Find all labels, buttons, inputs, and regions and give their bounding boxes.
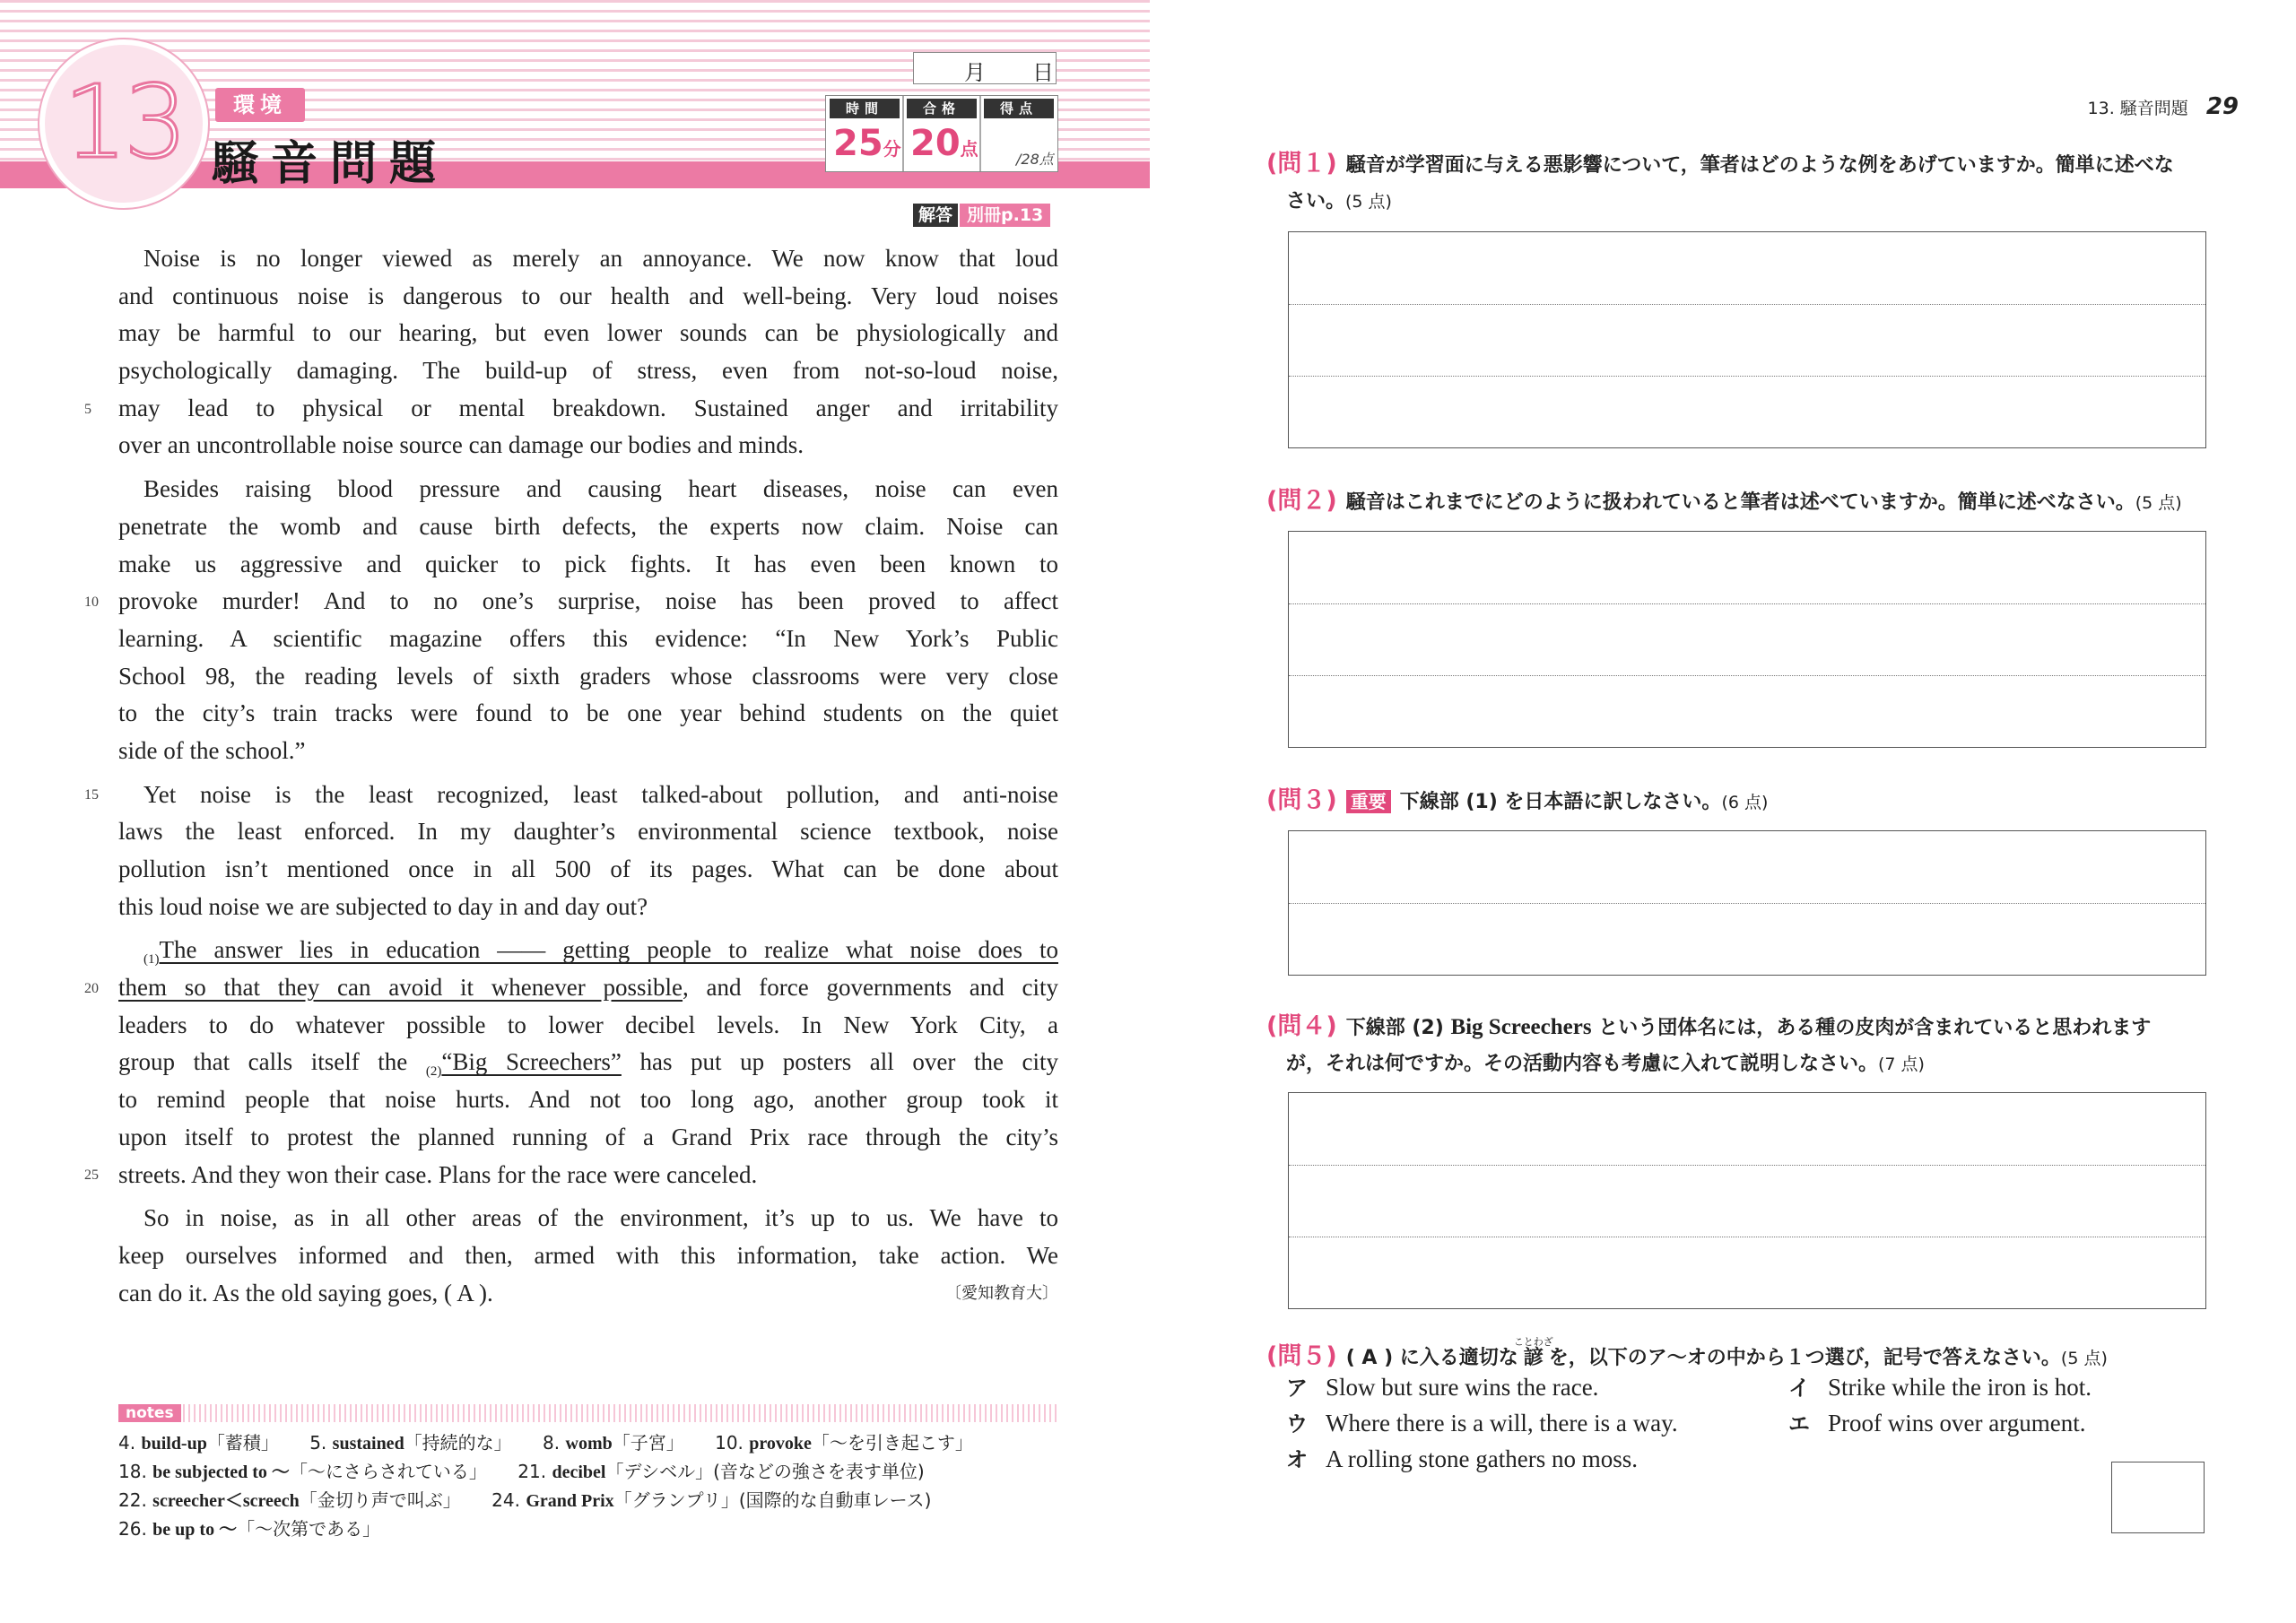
line-number: 15	[84, 786, 99, 803]
score-table	[825, 95, 1058, 172]
notes-label: notes	[118, 1404, 181, 1422]
passage-line: laws the least enforced. In my daughter’s environmental science textbook, noise	[118, 818, 1058, 846]
score-total: /28点	[1016, 151, 1054, 168]
passage-line: Yet noise is the least recognized, least talked-about pollution, and anti-noise	[144, 780, 1058, 808]
notes-row: 4. build-up「蓄積」 5. sustained「持続的な」 8. womb「子宮」 10. provoke「～を引き起こす」	[118, 1432, 973, 1454]
important-badge: 重要	[1346, 790, 1391, 813]
notes-row: 26. be up to ～「～次第である」	[118, 1518, 381, 1540]
choice-e: エ Proof wins over argument.	[1788, 1410, 2086, 1436]
passage-line: group that calls itself the $_{(2)}$“Big Screechers” has put up posters all over the city	[118, 1048, 1058, 1080]
passage-line: penetrate the womb and cause birth defects, the experts now claim. Noise can	[118, 512, 1058, 540]
passage-line: may lead to physical or mental breakdown. Sustained anger and irritability	[118, 394, 1058, 421]
passage-line: provoke murder! And to no one’s surprise, noise has been proved to affect	[118, 587, 1058, 615]
paragraph-2	[84, 471, 1058, 770]
question-4: (問４) 下線部 (2) Big Screechers という団体名には，ある種の皮肉が含まれていると思われます が，それは何ですか。その活動内容も考慮に入れて説明しなさい。(7 点)	[1266, 1012, 2152, 1075]
pass-label: 合格	[907, 99, 977, 118]
category-tag: 環境	[215, 88, 305, 122]
passage-line	[118, 932, 1058, 969]
question-1: (問１) 騒音が学習面に与える悪影響について，筆者はどのような例をあげていますか。簡単に述べな さい。(5 点)	[1266, 150, 2174, 213]
unit-number: 13	[63, 65, 185, 181]
answer-box-4[interactable]	[1288, 1092, 2206, 1309]
question-2: (問２) 騒音はこれまでにどのように扱われていると筆者は述べていますか。簡単に述べなさい。(5 点)	[1266, 487, 2182, 515]
passage-line: keep ourselves informed and then, armed with this information, take action. We	[118, 1241, 1058, 1269]
right-page	[1150, 0, 2296, 1623]
line-number: 20	[84, 981, 99, 997]
choice-o: オ A rolling stone gathers no moss.	[1286, 1445, 1638, 1472]
notes-row: 22. screecher＜screech「金切り声で叫ぶ」 24. Grand Prix「グランプリ」(国際的な自動車レース)	[118, 1489, 932, 1511]
vocab-notes	[118, 1429, 973, 1544]
time-value: 25分	[833, 123, 901, 164]
answer-reference	[913, 204, 1050, 227]
running-head: 13. 騒音問題 29	[2087, 93, 2239, 120]
paragraph-3	[84, 777, 1058, 926]
passage-line: to the city’s train tracks were found to be one year behind students on the quiet	[118, 699, 1058, 727]
passage-line: So in noise, as in all other areas of the environment, it’s up to us. We have to	[144, 1204, 1058, 1232]
underline-mark-2: (2)	[425, 1064, 442, 1080]
line-number: 25	[84, 1167, 99, 1184]
passage-line: School 98, the reading levels of sixth graders whose classrooms were very close	[118, 662, 1058, 690]
passage-line: Besides raising blood pressure and causing heart diseases, noise can even	[144, 475, 1058, 503]
answer-label: 解答	[913, 204, 958, 227]
question-5: (問５) ( A ) に入る適切な諺ことわざを，以下のア～オの中から１つ選び，記号で答えなさい。(5 点)	[1266, 1336, 2108, 1370]
passage-line: pollution isn’t mentioned once in all 500 of its pages. What can be done about	[118, 855, 1058, 882]
answer-box-5[interactable]	[2111, 1462, 2205, 1533]
passage-line: psychologically damaging. The build-up of stress, even from not-so-loud noise,	[118, 357, 1058, 385]
time-label: 時間	[830, 99, 900, 118]
passage-line: can do it. As the old saying goes, ( A ). 〔愛知教育大〕	[118, 1275, 1058, 1313]
passage-line: to remind people that noise hurts. And not too long ago, another group took it	[118, 1086, 1058, 1114]
choice-u: ウ Where there is a will, there is a way.	[1286, 1410, 1678, 1436]
passage-line: Noise is no longer viewed as merely an annoyance. We now know that loud	[144, 245, 1058, 272]
answer-box-3[interactable]	[1288, 830, 2206, 976]
underlined-part-1: The answer lies in education —— getting people to realize what noise does to	[159, 936, 1058, 964]
answer-page-ref: 別冊p.13	[960, 204, 1050, 227]
source-citation: 〔愛知教育大〕	[945, 1283, 1058, 1302]
passage-line: over an uncontrollable noise source can damage our bodies and minds.	[118, 431, 804, 459]
date-field[interactable]	[913, 52, 1057, 84]
passage-line: streets. And they won their case. Plans for the race were canceled.	[118, 1160, 758, 1188]
unit-number-badge	[39, 39, 208, 208]
answer-box-1[interactable]	[1288, 231, 2206, 448]
passage-line: side of the school.”	[118, 736, 306, 764]
pass-value: 20点	[910, 123, 978, 164]
underline-mark-1: (1)	[144, 952, 160, 968]
month-label: 月	[964, 60, 986, 85]
passage-line: make us aggressive and quicker to pick fights. It has even been known to	[118, 550, 1058, 577]
score-label: 得点	[984, 99, 1054, 118]
passage-line: them so that they can avoid it whenever possible, and force governments and city	[118, 974, 1059, 1002]
paragraph-5	[118, 1200, 1058, 1312]
underlined-part-2: “Big Screechers”	[441, 1048, 622, 1076]
question-3: (問３) 重要 下線部 (1) を日本語に訳しなさい。(6 点)	[1266, 786, 1769, 814]
line-number: 10	[84, 595, 99, 611]
choice-i: イ Strike while the iron is hot.	[1788, 1374, 2092, 1401]
day-label: 日	[1032, 60, 1054, 85]
answer-box-2[interactable]	[1288, 531, 2206, 748]
choice-a: ア Slow but sure wins the race.	[1286, 1374, 1599, 1401]
reading-passage	[84, 240, 1059, 1318]
notes-row: 18. be subjected to ～「～にさらされている」 21. decibel「デシベル」(音などの強さを表す単位)	[118, 1461, 925, 1482]
line-number: 5	[84, 402, 91, 417]
page-title: 騒音問題	[212, 137, 449, 191]
passage-line: may be harmful to our hearing, but even lower sounds can be physiologically and	[118, 319, 1058, 347]
passage-line: learning. A scientific magazine offers this evidence: “In New York’s Public	[118, 624, 1058, 652]
underlined-part-1-cont: them so that they can avoid it whenever possible	[118, 974, 683, 1002]
passage-line: leaders to do whatever possible to lower decibel levels. In New York City, a	[118, 1011, 1058, 1038]
passage-line: and continuous noise is dangerous to our health and well-being. Very loud noises	[118, 282, 1058, 309]
paragraph-4	[84, 932, 1059, 1193]
page-number: 29	[2205, 93, 2239, 120]
passage-line: this loud noise we are subjected to day in and day out?	[118, 892, 648, 920]
notes-divider	[118, 1404, 1058, 1422]
paragraph-1	[84, 240, 1058, 464]
passage-line: upon itself to protest the planned running of a Grand Prix race through the city’s	[118, 1123, 1058, 1150]
